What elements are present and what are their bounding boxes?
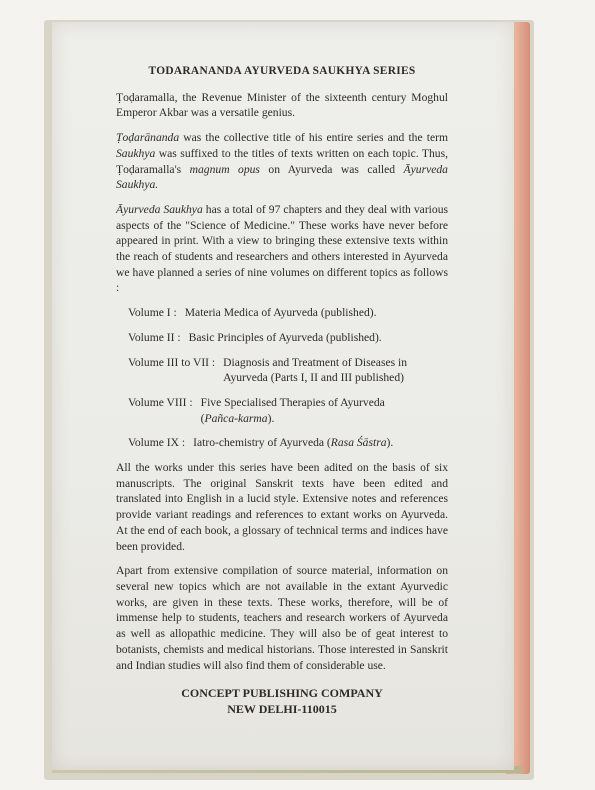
volume-name: Volume IX : — [128, 436, 186, 450]
publisher-city: NEW DELHI-110015 — [227, 702, 337, 717]
rasa-sastra-term: Rasa Śāstra — [330, 436, 387, 450]
series-title: TODARANANDA AYURVEDA SAUKHYA SERIES — [148, 65, 416, 77]
text-run: ). — [267, 411, 275, 425]
text-run: ). — [386, 436, 394, 450]
volume-description: Diagnosis and Treatment of Diseases in Ayurveda (Parts I, II and III published) — [223, 355, 408, 385]
back-cover-text — [116, 64, 448, 717]
chapters-paragraph — [116, 202, 448, 296]
compilation-paragraph: Apart from extensive compilation of source material, information on several new topics which are not available in the extant Ayurvedic works, are given in these texts. These works, therefore, will be of immense help to students, teachers and research workers of Ayurveda as well as allopathic medicine. They will also be of geat interest to botanists, chemists and medical historians. Those interested in Sanskrit and Indian studies will also find them of considerable use. — [116, 564, 448, 672]
text-run: Five Specialised Therapies of Ayurveda — [200, 395, 385, 409]
volume-description: Basic Principles of Ayurveda (published). — [188, 330, 382, 344]
text-run: was the collective title of his entire series and the term — [179, 131, 448, 145]
volume-name: Volume III to VII : — [128, 355, 216, 369]
volume-name: Volume VIII : — [128, 395, 193, 409]
title-paragraph — [116, 130, 448, 193]
saukhya-term: Saukhya — [116, 146, 156, 160]
magnum-opus-term: magnum opus — [189, 162, 260, 176]
panca-karma-term: Pañca-karma — [204, 411, 268, 425]
publisher-name: CONCEPT PUBLISHING COMPANY — [181, 686, 383, 701]
ayurveda-saukhya-term: Āyurveda Saukhya — [116, 202, 203, 216]
text-run: was suffixed to the titles of texts written on each topic. Thus, Ṭoḍaramalla's — [116, 146, 448, 176]
volume-item — [128, 330, 448, 346]
intro-paragraph: Ṭoḍaramalla, the Revenue Minister of the sixteenth century Moghul Emperor Akbar was a versatile genius. — [116, 90, 448, 120]
text-run: ( — [200, 411, 205, 425]
volume-item — [128, 395, 448, 426]
volume-subtitle — [201, 411, 448, 427]
volume-item — [128, 355, 448, 386]
publisher-block — [116, 685, 448, 717]
todarananda-term: Ṭoḍarānanda — [116, 131, 180, 145]
volume-description — [193, 435, 448, 451]
text-run: has a total of 97 chapters and they deal with various aspects of the "Science of Medicine." These works have never before appeared in print. With a view to bringing these extensive texts within the reach of students and researchers and others interested in Ayurveda we have planned a series of nine volumes on different topics as follows : — [116, 202, 449, 295]
volume-name: Volume II : — [128, 330, 181, 344]
text-run: on Ayurveda was called — [259, 162, 404, 176]
volume-item — [128, 435, 448, 451]
volume-description — [201, 395, 448, 426]
editing-paragraph: All the works under this series have been adited on the basis of six manuscripts. The original Sanskrit texts have been edited and translated into English in a lucid style. Extensive notes and references provide variant readings and references to extant works on Ayurveda. At the end of each book, a glossary of technical terms and indices have been provided. — [116, 461, 448, 553]
ayurveda-saukhya-term: Āyurveda Saukhya. — [116, 162, 448, 192]
volume-list — [128, 305, 448, 451]
volume-item — [128, 305, 448, 321]
text-run: Iatro-chemistry of Ayurveda ( — [193, 436, 331, 450]
volume-name: Volume I : — [128, 306, 177, 320]
volume-description: Materia Medica of Ayurveda (published). — [184, 306, 377, 320]
